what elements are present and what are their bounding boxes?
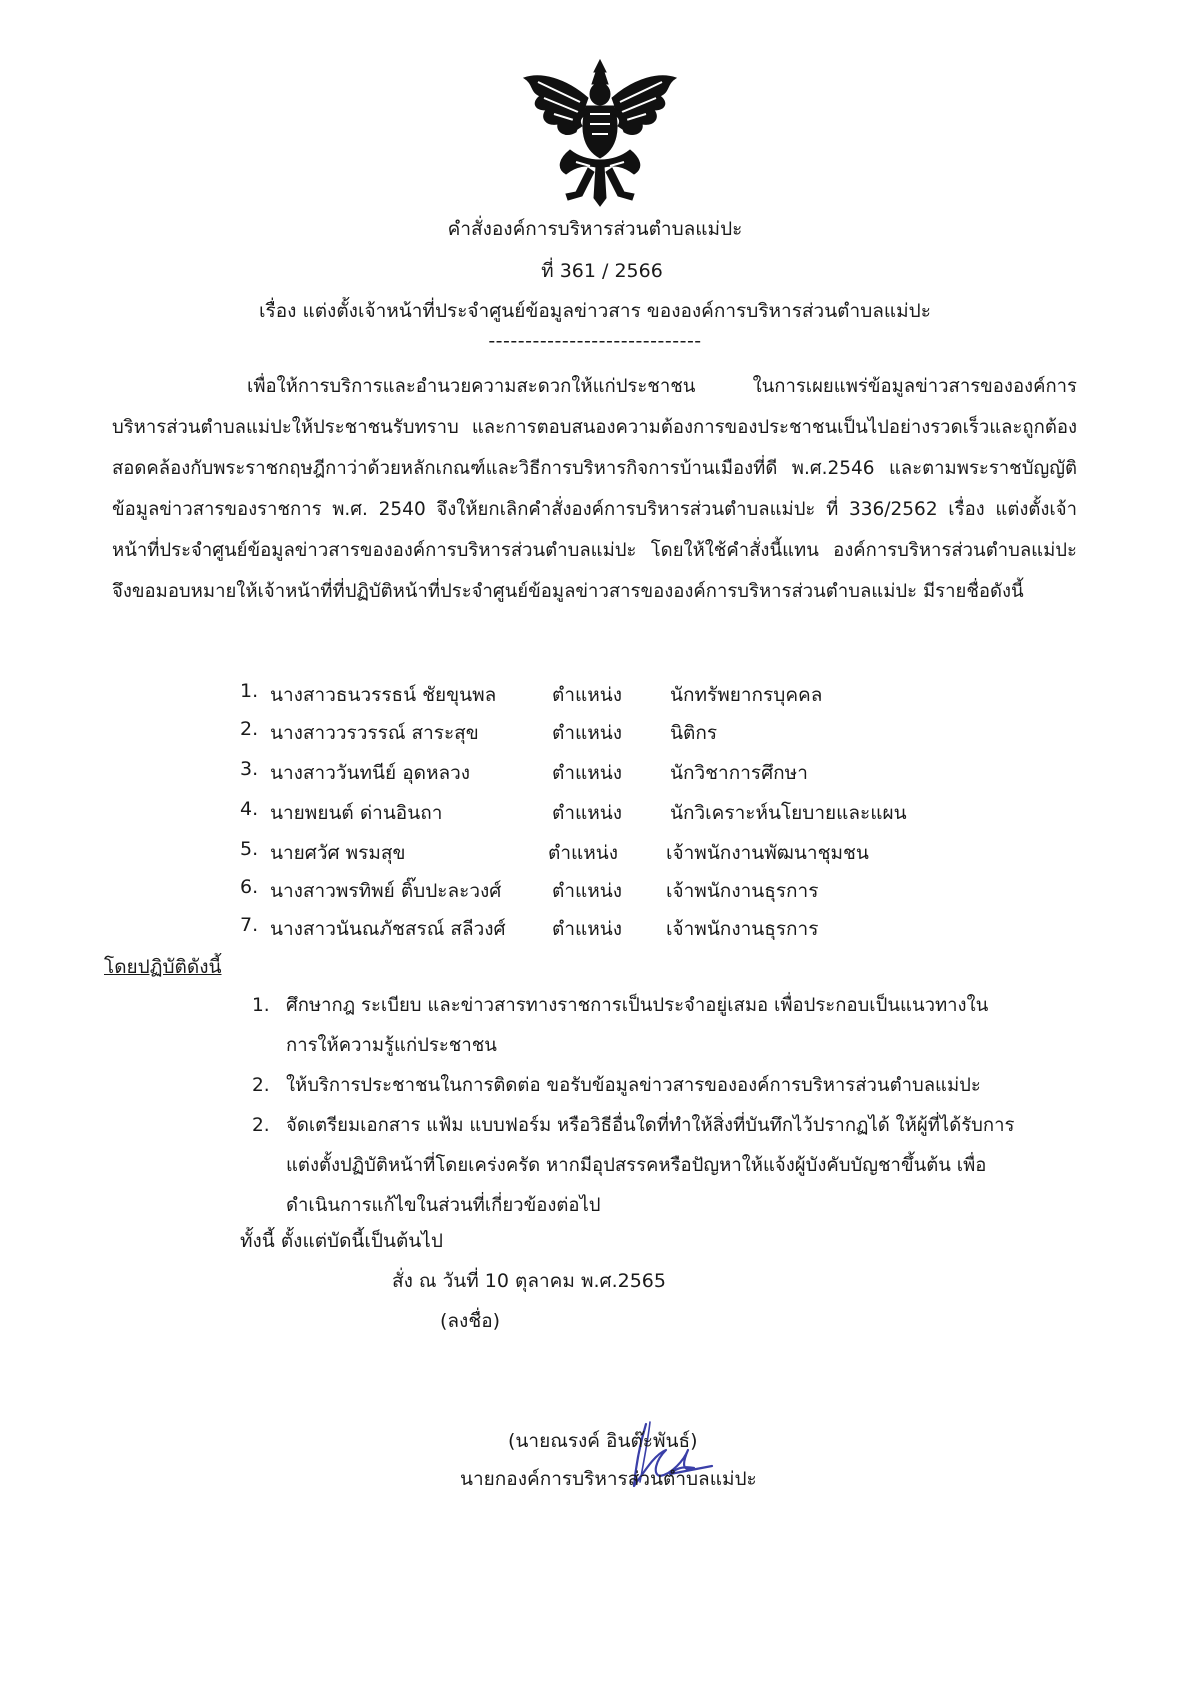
staff-name: นางสาวธนวรรธน์ ชัยขุนพล bbox=[270, 684, 497, 706]
staff-number: 7. bbox=[240, 914, 259, 936]
staff-position-label: ตำแหน่ง bbox=[548, 842, 619, 864]
staff-number: 5. bbox=[240, 838, 259, 860]
duties-heading-text: โดยปฏิบัติดังนี้ bbox=[104, 956, 222, 978]
body-paragraph bbox=[112, 366, 1077, 612]
duties-heading bbox=[104, 952, 222, 982]
staff-position: นักทรัพยากรบุคคล bbox=[670, 684, 823, 706]
staff-position-label: ตำแหน่ง bbox=[552, 762, 623, 784]
staff-name: นางสาวนันณภัชสรณ์ สลีวงศ์ bbox=[270, 918, 506, 940]
order-number: ที่ 361 / 2566 bbox=[541, 260, 663, 282]
staff-position: เจ้าพนักงานธุรการ bbox=[666, 918, 819, 940]
duty-text-line: ดำเนินการแก้ไขในส่วนที่เกี่ยวข้องต่อไป bbox=[286, 1195, 601, 1216]
staff-number: 1. bbox=[240, 680, 259, 702]
staff-position-label: ตำแหน่ง bbox=[552, 722, 623, 744]
staff-name: นายพยนต์ ด่านอินถา bbox=[270, 802, 443, 824]
signed-label: (ลงชื่อ) bbox=[440, 1310, 501, 1332]
duty-number: 1. bbox=[252, 995, 270, 1016]
duty-number: 2. bbox=[252, 1075, 270, 1096]
staff-row bbox=[0, 680, 1190, 716]
staff-number: 2. bbox=[240, 718, 259, 740]
paragraph-text: เพื่อให้การบริการและอำนวยความสะดวกให้แก่ประชาชน ในการเผยแพร่ข้อมูลข่าวสารขององค์การบริหารส่วนตำบลแม่ปะให้ประชาชนรับทราบ และการตอบสนองความต้องการของประชาชนเป็นไปอย่างรวดเร็วและถูกต้อง สอดคล้องกับพระราชกฤษฎีกาว่าด้วยหลักเกณฑ์และวิธีการบริหารกิจการบ้านเมืองที่ดี พ.ศ.2546 และตามพระราชบัญญัติข้อมูลข่าวสารของราชการ พ.ศ. 2540 จึงให้ยกเลิกคำสั่งองค์การบริหารส่วนตำบลแม่ปะ ที่ 336/2562 เรื่อง แต่งตั้งเจ้าหน้าที่ประจำศูนย์ข้อมูลข่าวสารขององค์การบริหารส่วนตำบลแม่ปะ โดยให้ใช้คำสั่งนี้แทน องค์การบริหารส่วนตำบลแม่ปะ จึงขอมอบหมายให้เจ้าหน้าที่ที่ปฏิบัติหน้าที่ประจำศูนย์ข้อมูลข่าวสารขององค์การบริหารส่วนตำบลแม่ปะ มีรายชื่อดังนี้ bbox=[112, 376, 1077, 602]
duty-text-line: แต่งตั้งปฏิบัติหน้าที่โดยเคร่งครัด หากมีอุปสรรคหรือปัญหาให้แจ้งผู้บังคับบัญชาขึ้นต้น เพื่อ bbox=[286, 1155, 987, 1176]
order-subject: เรื่อง แต่งตั้งเจ้าหน้าที่ประจำศูนย์ข้อมูลข่าวสาร ขององค์การบริหารส่วนตำบลแม่ปะ bbox=[259, 300, 931, 322]
staff-number: 3. bbox=[240, 758, 259, 780]
duty-text-line: การให้ความรู้แก่ประชาชน bbox=[286, 1035, 497, 1056]
duty-item-2 bbox=[252, 1066, 1082, 1106]
staff-row bbox=[0, 758, 1190, 794]
staff-name: นางสาววรวรรณ์ สาระสุข bbox=[270, 722, 479, 744]
staff-position-label: ตำแหน่ง bbox=[552, 802, 623, 824]
effective-clause: ทั้งนี้ ตั้งแต่บัดนี้เป็นต้นไป bbox=[240, 1230, 443, 1252]
staff-row bbox=[0, 914, 1190, 950]
duty-item-1 bbox=[252, 986, 1082, 1066]
staff-position-label: ตำแหน่ง bbox=[552, 918, 623, 940]
duty-text-line: จัดเตรียมเอกสาร แฟ้ม แบบฟอร์ม หรือวิธีอื่นใดที่ทำให้สิ่งที่บันทึกไว้ปรากฏได้ ให้ผู้ที่ได้รับการ bbox=[286, 1115, 1015, 1136]
staff-position: นักวิชาการศึกษา bbox=[670, 762, 808, 784]
staff-position-label: ตำแหน่ง bbox=[552, 880, 623, 902]
staff-name: นางสาวพรทิพย์ ติ๊บปะละวงศ์ bbox=[270, 880, 502, 902]
staff-number: 4. bbox=[240, 798, 259, 820]
duty-text-line: ศึกษากฎ ระเบียบ และข่าวสารทางราชการเป็นประจำอยู่เสมอ เพื่อประกอบเป็นแนวทางใน bbox=[286, 995, 989, 1016]
staff-row bbox=[0, 876, 1190, 912]
staff-position-label: ตำแหน่ง bbox=[552, 684, 623, 706]
signer-title: นายกองค์การบริหารส่วนตำบลแม่ปะ bbox=[460, 1468, 757, 1490]
divider: ----------------------------- bbox=[488, 330, 702, 352]
staff-name: นายศวัศ พรมสุข bbox=[270, 842, 406, 864]
staff-row bbox=[0, 838, 1190, 874]
order-title: คำสั่งองค์การบริหารส่วนตำบลแม่ปะ bbox=[447, 218, 743, 240]
staff-position: เจ้าพนักงานธุรการ bbox=[666, 880, 819, 902]
staff-position: เจ้าพนักงานพัฒนาชุมชน bbox=[666, 842, 869, 864]
duty-text-line: ให้บริการประชาชนในการติดต่อ ขอรับข้อมูลข่าวสารขององค์การบริหารส่วนตำบลแม่ปะ bbox=[286, 1075, 981, 1096]
garuda-emblem bbox=[520, 58, 680, 208]
staff-number: 6. bbox=[240, 876, 259, 898]
duty-item-3 bbox=[252, 1106, 1082, 1226]
order-date: สั่ง ณ วันที่ 10 ตุลาคม พ.ศ.2565 bbox=[392, 1270, 666, 1292]
staff-position: นิติกร bbox=[670, 722, 718, 744]
staff-row bbox=[0, 718, 1190, 754]
staff-position: นักวิเคราะห์นโยบายและแผน bbox=[670, 802, 907, 824]
duty-number: 2. bbox=[252, 1115, 270, 1136]
staff-row bbox=[0, 798, 1190, 834]
signer-name: (นายณรงค์ อินต๊ะพันธ์) bbox=[508, 1430, 698, 1452]
staff-name: นางสาววันทนีย์ อุดหลวง bbox=[270, 762, 471, 784]
